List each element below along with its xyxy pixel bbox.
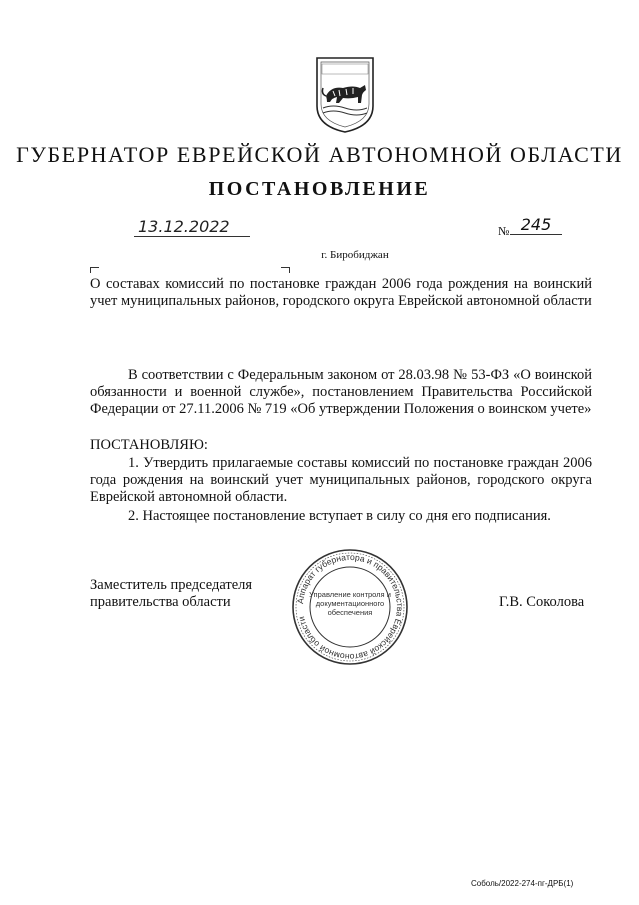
signatory-position — [90, 577, 252, 611]
document-subject: О составах комиссий по постановке граждан 2006 года рождения на воинский учет муниципальных районов, городского округа Еврейской автономной области — [90, 276, 592, 309]
signatory-position-line-2: правительства области — [90, 594, 231, 610]
document-code: Соболь/2022-274-пг-ДРБ(1) — [471, 879, 574, 888]
subject-corner-left — [90, 267, 99, 273]
subject-corner-right — [281, 267, 290, 273]
stamp-ring-text: Аппарат губернатора и правительства Еврейской автономной области — [295, 551, 406, 663]
decree-item-2: 2. Настоящее постановление вступает в силу со дня его подписания. — [128, 508, 551, 524]
document-date: 13.12.2022 — [134, 218, 250, 237]
document-number: 245 — [510, 216, 562, 235]
signatory-name: Г.В. Соколова — [499, 594, 585, 610]
document-type-title: ПОСТАНОВЛЕНИЕ — [208, 178, 431, 200]
decree-item-1: 1. Утвердить прилагаемые составы комиссий по постановке граждан 2006 года рождения на воинский учет муниципальных районов, городского округа Еврейской автономной области. — [90, 455, 592, 505]
issuer-title: ГУБЕРНАТОР ЕВРЕЙСКОЙ АВТОНОМНОЙ ОБЛАСТИ — [16, 142, 623, 167]
city-line: г. Биробиджан — [321, 249, 389, 261]
preamble-paragraph: В соответствии с Федеральным законом от 28.03.98 № 53-ФЗ «О воинской обязанности и военной службе», постановлением Правительства Российской Федерации от 27.11.2006 № 719 «Об утверждении Положения о воинском учете» — [90, 367, 592, 417]
number-label: № — [498, 224, 510, 238]
coat-of-arms-emblem — [313, 54, 377, 134]
decree-heading: ПОСТАНОВЛЯЮ: — [90, 437, 208, 453]
stamp-inner-text: Управление контроля и документационного обеспечения — [309, 590, 391, 617]
signatory-position-line-1: Заместитель председателя — [90, 577, 253, 593]
